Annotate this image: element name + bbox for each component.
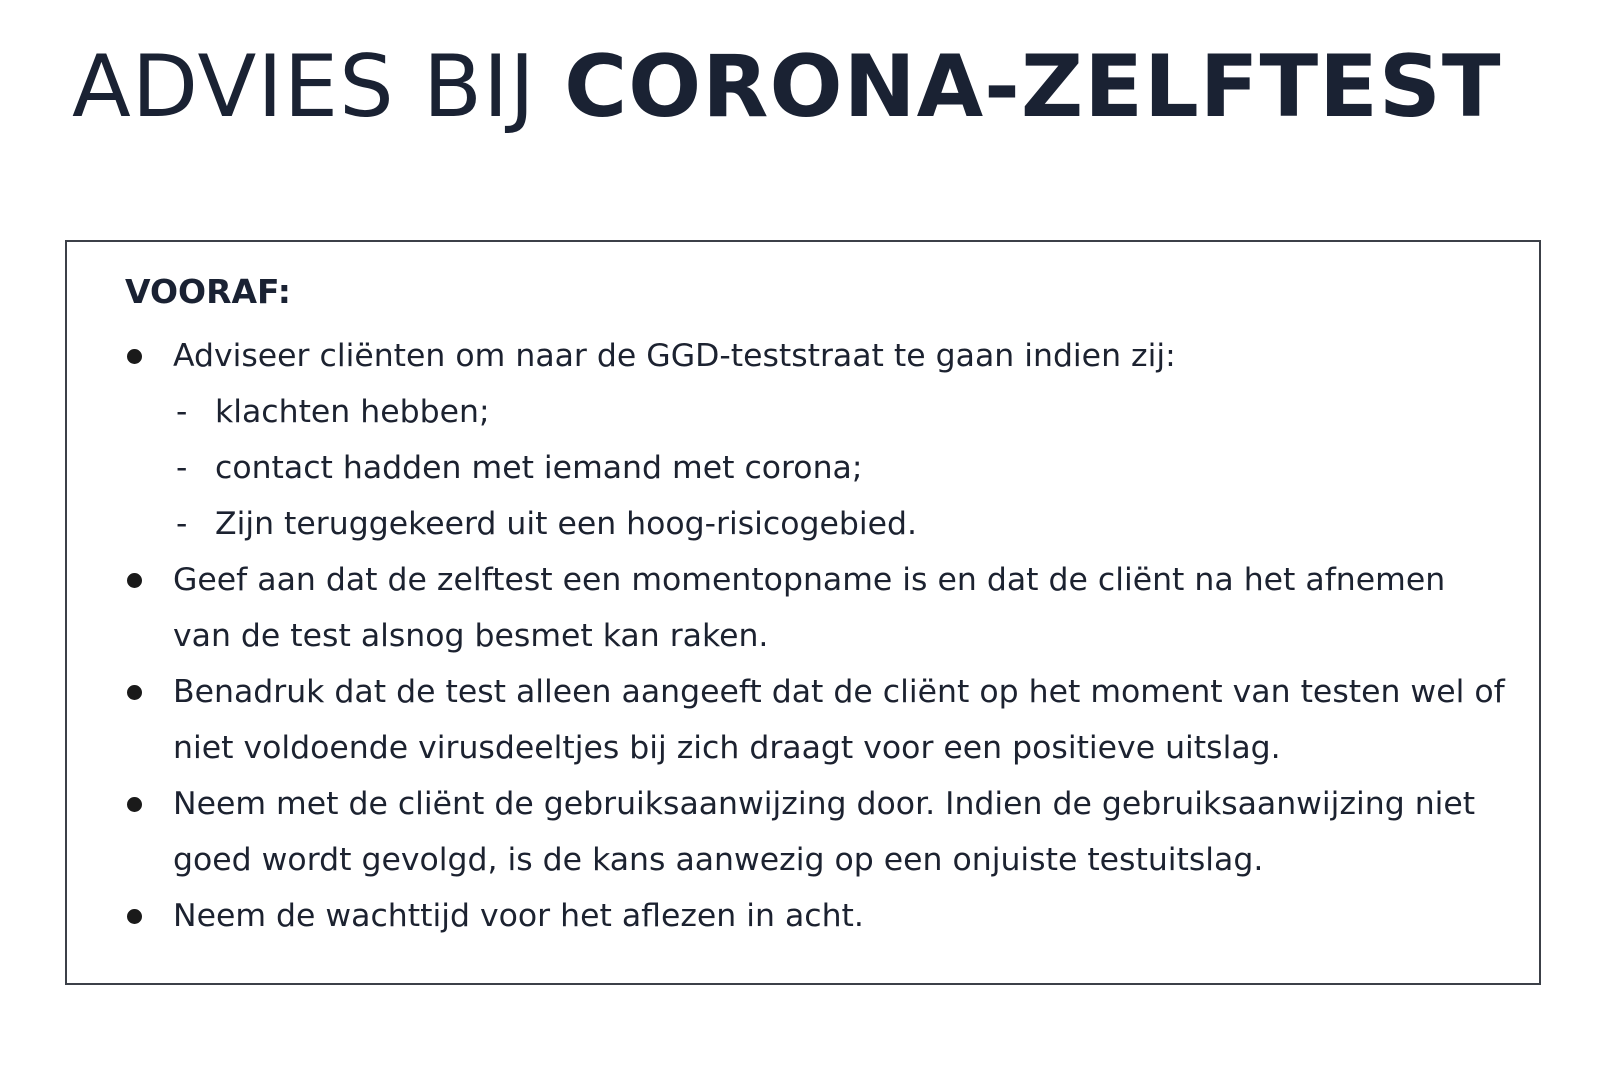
sub-list-item: [173, 440, 1505, 496]
list-item-text: Geef aan dat de zelftest een momentopname is en dat de cliënt na het afnemen van de test alsnog besmet kan raken.: [173, 562, 1446, 654]
list-item-text: Neem de wachttijd voor het aflezen in acht.: [173, 898, 864, 934]
list-item: [125, 552, 1505, 664]
section-heading: VOORAF:: [125, 272, 291, 311]
list-item: [125, 888, 1505, 944]
list-item-text: Adviseer cliënten om naar de GGD-teststraat te gaan indien zij:: [173, 338, 1176, 374]
list-item-text: Neem met de cliënt de gebruiksaanwijzing door. Indien de gebruiksaanwijzing niet goed wordt gevolgd, is de kans aanwezig op een onjuiste testuitslag.: [173, 786, 1476, 878]
list-item-text: Benadruk dat de test alleen aangeeft dat de cliënt op het moment van testen wel of niet voldoende virusdeeltjes bij zich draagt voor een positieve uitslag.: [173, 674, 1505, 766]
advice-list: [125, 328, 1505, 944]
title-bold-part: CORONA-ZELFTEST: [564, 37, 1502, 137]
bullet-icon: [127, 349, 142, 364]
page-title: [72, 37, 1502, 137]
bullet-icon: [127, 573, 142, 588]
bullet-icon: [127, 685, 142, 700]
sub-list-item: [173, 384, 1505, 440]
sub-list-item: [173, 496, 1505, 552]
sub-list: [173, 384, 1505, 552]
sub-list-item-text: klachten hebben;: [215, 394, 490, 430]
sub-list-item-text: Zijn teruggekeerd uit een hoog-risicogebied.: [215, 506, 918, 542]
list-item: [125, 664, 1505, 776]
list-item: [125, 776, 1505, 888]
dash-icon: -: [176, 450, 188, 486]
dash-icon: -: [176, 506, 188, 542]
list-item: [125, 328, 1505, 552]
advice-box: [65, 240, 1541, 985]
title-light-part: ADVIES BIJ: [72, 37, 565, 137]
bullet-icon: [127, 909, 142, 924]
sub-list-item-text: contact hadden met iemand met corona;: [215, 450, 863, 486]
bullet-icon: [127, 797, 142, 812]
dash-icon: -: [176, 394, 188, 430]
